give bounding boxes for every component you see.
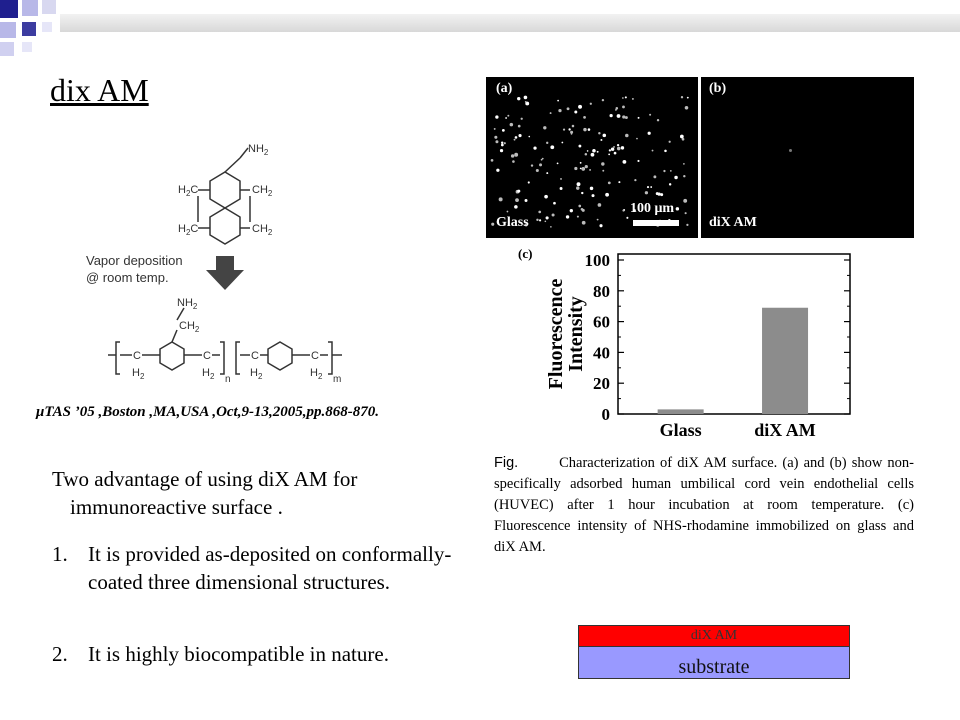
cell-dot (614, 152, 617, 155)
layer-dix-am (578, 625, 850, 647)
cell-dot (543, 126, 546, 129)
chart-ylabel-line1: Fluorescence (545, 278, 567, 390)
x-tick-label: Glass (659, 420, 702, 440)
cell-dot (496, 169, 499, 172)
cell-dot (597, 151, 599, 153)
caption-text: Characterization of diX AM surface. (a) and (b) show non-specifically adsorbed human umbilical cord vein endothelial cells (HUVEC) after 1 hour incubation at room temperature. (c) Fluorescence intensity of NHS-rhodamine immobilized on glass and diX AM. (494, 455, 915, 555)
cell-dot (650, 186, 652, 188)
y-tick-label: 100 (584, 251, 610, 270)
cell-dot (528, 181, 530, 183)
cell-dot (563, 128, 565, 130)
x-tick-label: diX AM (754, 420, 816, 440)
cell-dot (617, 114, 621, 118)
cell-dot (674, 176, 677, 179)
cell-dot (546, 142, 548, 144)
chart-ylabel-line2: Intensity (565, 296, 587, 372)
cell-dot (581, 208, 584, 211)
cell-dot (528, 136, 530, 138)
cell-dot (500, 149, 503, 152)
cell-dot (517, 97, 520, 100)
monomer-h2c-lower: $H_2C$ (178, 223, 199, 237)
polymer-c3: C (251, 350, 259, 362)
corner-square-2 (22, 0, 38, 16)
cell-dot (525, 101, 527, 103)
cell-dot (664, 150, 667, 153)
panel-a-label: Glass (496, 215, 529, 230)
cell-dot (657, 119, 659, 121)
cell-dot (518, 134, 521, 137)
cell-dot (686, 224, 688, 226)
cell-dot (533, 147, 536, 150)
cell-dot (553, 202, 556, 205)
cell-dot (588, 128, 591, 131)
cell-dot (512, 160, 515, 163)
cell-dot (609, 149, 611, 151)
cell-dot (683, 175, 685, 177)
cell-dot (558, 109, 561, 112)
cell-dot (499, 197, 503, 201)
layer-dix-am-label: diX AM (690, 628, 738, 643)
caption-prefix: Fig. (494, 455, 519, 471)
monomer-ch2-lower: $CH_2$ (252, 223, 273, 237)
monomer-nh2: $NH_2$ (248, 143, 269, 157)
polymer-h2-1: $H_2$ (132, 367, 145, 381)
cell-dot (514, 205, 518, 209)
advantage-number: 1. (52, 542, 68, 566)
cell-dot (580, 168, 582, 170)
cell-dot (622, 210, 624, 212)
cell-dot (580, 162, 582, 164)
cell-dot (680, 135, 684, 139)
cell-dot (531, 164, 533, 166)
page-title: dix AM (50, 72, 149, 108)
cell-dot (615, 109, 617, 111)
panel-b-label: diX AM (709, 215, 757, 230)
cell-dot (494, 136, 497, 139)
cell-dot (622, 115, 625, 118)
cell-dot (541, 159, 543, 161)
cell-dot (570, 209, 573, 212)
cell-dot (636, 138, 638, 140)
cell-dot (546, 172, 548, 174)
cell-dot (578, 105, 582, 109)
cell-dot (789, 149, 792, 152)
cell-dot (683, 163, 685, 165)
polymer-h2-4: $H_2$ (310, 367, 323, 381)
reaction-scheme (80, 130, 360, 390)
cell-dot (517, 190, 520, 193)
polymer-c4: C (311, 350, 319, 362)
cell-dot (566, 215, 569, 218)
scale-bar-label: 100 μm (630, 201, 675, 216)
cell-dot (610, 114, 613, 117)
cell-dot (576, 186, 579, 189)
advantage-text: It is provided as-deposited on conformally-coated three dimensional structures. (88, 542, 452, 594)
cell-dot (626, 217, 628, 219)
down-arrow-icon (206, 256, 244, 290)
cell-dot (611, 148, 614, 151)
cell-dot (539, 219, 541, 221)
cell-dot (557, 162, 559, 164)
cell-dot (669, 141, 671, 143)
cell-dot (587, 150, 589, 152)
cell-dot (602, 170, 604, 172)
cell-dot (625, 116, 628, 119)
cell-dot (623, 160, 627, 164)
cell-dot (501, 142, 503, 144)
cell-dot (598, 203, 602, 207)
cell-dot (663, 170, 665, 172)
cell-dot (622, 97, 624, 99)
cell-dot (570, 131, 573, 134)
bar-glass (658, 409, 704, 414)
cell-dot (602, 99, 604, 101)
cell-dot (583, 116, 586, 119)
polymer-ch2: $CH_2$ (179, 320, 200, 334)
cell-dot (599, 224, 602, 227)
benzene-ring-bottom (210, 208, 240, 244)
layer-substrate (578, 647, 850, 679)
cell-dot (515, 198, 519, 202)
cell-dot (670, 170, 672, 172)
cell-dot (605, 193, 609, 197)
cell-dot (581, 167, 585, 171)
polymer-nh2: $NH_2$ (177, 297, 198, 311)
cell-dot (546, 216, 549, 219)
cell-dot (683, 199, 687, 203)
cell-dot (653, 175, 656, 178)
cell-dot (617, 147, 621, 151)
polymer-subscript-n: n (225, 374, 231, 385)
scale-bar (633, 220, 679, 226)
cell-dot (632, 98, 634, 100)
micrograph-panel-a (486, 77, 698, 238)
cell-dot (589, 169, 591, 171)
corner-square-3 (42, 0, 56, 14)
cell-dot (592, 194, 595, 197)
cell-dot (687, 97, 689, 99)
cell-dot (649, 114, 651, 116)
cell-dot (625, 96, 627, 98)
panel-a-tag: (a) (496, 81, 513, 96)
cell-dot (561, 142, 563, 144)
cell-dot (495, 140, 498, 143)
corner-square-1 (0, 0, 18, 18)
advantage-text: It is highly biocompatible in nature. (88, 642, 389, 666)
cell-dot (491, 223, 494, 226)
cell-dot (608, 182, 611, 185)
arrow-label-line1: Vapor deposition (86, 253, 183, 268)
cell-dot (510, 123, 514, 127)
panel-b-tag: (b) (709, 81, 727, 96)
cell-dot (536, 169, 539, 172)
advantage-number: 2. (52, 642, 68, 666)
cell-dot (647, 186, 649, 188)
cell-dot (591, 153, 595, 157)
header-bar (60, 14, 960, 32)
cell-dot (511, 154, 514, 157)
cell-dot (685, 106, 689, 110)
polymer-h2-2: $H_2$ (202, 367, 215, 381)
cell-dot (544, 195, 548, 199)
cell-dot (581, 192, 583, 194)
cell-dot (583, 128, 586, 131)
cell-dot (491, 159, 494, 162)
cell-dot (501, 144, 504, 147)
corner-square-6 (0, 42, 14, 56)
y-tick-label: 20 (593, 374, 610, 394)
arrow-label-line2: @ room temp. (86, 270, 169, 285)
cell-dot (622, 106, 625, 109)
cell-dot (585, 153, 588, 156)
cell-dot (538, 211, 541, 214)
cell-dot (660, 193, 663, 196)
y-tick-label: 0 (601, 405, 610, 424)
polymer-c2: C (203, 350, 211, 362)
cell-dot (560, 187, 563, 190)
chart-frame (618, 254, 850, 414)
cell-dot (638, 117, 640, 119)
cell-dot (625, 134, 629, 138)
cell-dot (495, 115, 498, 118)
cell-dot (590, 187, 593, 190)
cell-dot (585, 165, 588, 168)
y-tick-label: 60 (593, 312, 610, 332)
monomer-h2c-upper: $H_2C$ (178, 184, 199, 198)
corner-square-4 (0, 22, 16, 38)
cell-dot (515, 136, 518, 139)
cell-dot (502, 129, 505, 132)
cell-dot (598, 132, 600, 134)
cell-dot (648, 132, 651, 135)
corner-square-7 (42, 22, 52, 32)
cell-dot (514, 153, 518, 157)
cell-dot (608, 153, 610, 155)
fluorescence-bar-chart (540, 240, 870, 445)
cell-dot (525, 199, 528, 202)
cell-dot (577, 182, 581, 186)
cell-dot (550, 112, 552, 114)
benzene-ring-top (210, 172, 240, 208)
advantage-item-2 (52, 640, 462, 670)
cell-dot (505, 117, 507, 119)
cell-dot (657, 193, 660, 196)
cell-dot (669, 183, 671, 185)
cell-dot (621, 146, 624, 149)
cell-dot (507, 115, 509, 117)
y-tick-label: 80 (593, 281, 610, 301)
cell-dot (552, 213, 555, 216)
cell-dot (560, 178, 562, 180)
cell-dot (582, 221, 586, 225)
corner-square-8 (22, 42, 32, 52)
cell-dot (603, 134, 607, 138)
cell-dot (494, 128, 496, 130)
cell-dot (568, 128, 570, 130)
cell-dot (578, 205, 581, 208)
cell-dot (518, 125, 521, 128)
corner-square-5 (22, 22, 36, 36)
cell-dot (507, 211, 509, 213)
cell-dot (557, 100, 559, 102)
polymer-subscript-m: m (333, 374, 342, 385)
layer-substrate-label: substrate (678, 656, 750, 678)
polymer-c1: C (133, 350, 141, 362)
citation: μTAS ’05 ,Boston ,MA,USA ,Oct,9-13,2005,pp.868-870. (36, 404, 379, 420)
cell-dot (592, 149, 596, 153)
cell-dot (685, 212, 687, 214)
cell-dot (681, 96, 683, 98)
cell-dot (652, 150, 654, 152)
cell-dot (536, 219, 538, 221)
cell-dot (637, 160, 639, 162)
cell-dot (618, 181, 620, 183)
cell-dot (590, 103, 592, 105)
cell-dot (597, 219, 599, 221)
cell-dot (617, 144, 619, 146)
panel-c-tag: (c) (518, 246, 533, 261)
cell-dot (521, 118, 523, 120)
cell-dot (577, 216, 579, 218)
figure-caption (494, 453, 914, 558)
cell-dot (567, 107, 570, 110)
cell-dot (578, 145, 581, 148)
advantages-intro: Two advantage of using diX AM for immunoreactive surface . (52, 467, 358, 519)
monomer-ch2-upper: $CH_2$ (252, 184, 273, 198)
cell-dot (676, 207, 679, 210)
cell-dot (613, 146, 615, 148)
cell-dot (572, 125, 575, 128)
cell-dot (682, 138, 685, 141)
micrograph-panel-b (701, 77, 914, 238)
cell-dot (574, 167, 577, 170)
cell-dot (504, 142, 506, 144)
y-tick-label: 40 (593, 343, 610, 363)
cell-dot (550, 226, 552, 228)
polymer-h2-3: $H_2$ (250, 367, 263, 381)
advantage-item-1 (52, 540, 462, 624)
cell-dot (601, 162, 604, 165)
cell-dot (514, 139, 516, 141)
cell-dot (574, 110, 577, 113)
cell-dot (645, 191, 648, 194)
cell-dot (634, 179, 636, 181)
cell-dot (550, 145, 554, 149)
cell-dot (600, 139, 602, 141)
cell-dot (524, 96, 528, 100)
cell-dot (545, 221, 547, 223)
bar-dix-am (762, 308, 808, 414)
cell-dot (539, 163, 542, 166)
